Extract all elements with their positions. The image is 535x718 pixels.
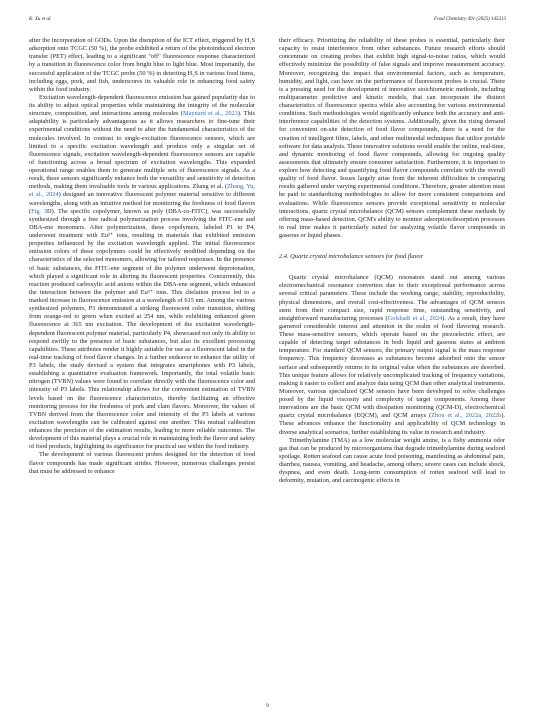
paragraph: The development of various fluorescent probes designed for the detection of food flavor compounds has made significant strides. However, numerous challenges persist that must be addressed to enhance bbox=[29, 451, 255, 475]
paragraph: their efficacy. Prioritizing the reliability of these probes is essential, particularly their capacity to resist interference from other substances. Future research efforts should concentrate on creating probes that exhibit high signal-to-noise ratios, which would effectively minimize the possibility of false signals and improve measurement accuracy. Moreover, recognizing the impact that environmental factors, such as temperature, humidity, and light, can have on the performance of fluorescent probes is crucial. There is a pressing need for the development of innovative stoichiometric methods, including multiparameter predictive and kinetic models, that can incorporate the distinct characteristics of fluorescence spectra while also accounting for various environmental conditions. Such methodologies would significantly enhance both the accuracy and anti-interference capabilities of the detection systems. Additionally, given the rising demand for convenient on-site detection of food flavor compounds, there is a need for the creation of intelligent films, labels, and other multimodal techniques that utilize portable software for data analysis. These innovative solutions would enable the online, real-time, and dynamic monitoring of food flavor compounds, allowing for ongoing quality assessments that ultimately ensure consumer satisfaction. Furthermore, it is important to explore how detecting and quantifying food flavor compounds correlate with the overall quality of food flavor. Issues largely arise from the inherent difficulties in comparing results gathered under varying experimental conditions. Therefore, greater attention must be paid to standardizing methodologies to allow for more consistent comparisons and evaluations. While fluorescence sensors provide exceptional sensitivity to molecular interactions, quartz crystal microbalance (QCM) sensors complement these methods by offering mass-based detection. QCM's ability to monitor adsorption/desorption processes in real time makes it particularly suited for analyzing volatile flavor compounds in gaseous or liquid phases. bbox=[279, 37, 505, 239]
citation-link[interactable]: Golshadi et al., 2024 bbox=[387, 314, 443, 322]
text-run: Quartz crystal microbalance (QCM) resonators stand out among various electromechanical resonance converters due to their exceptional performance across several critical parameters. These include the working range, stability, reproducibility, physical dimensions, and overall cost-effectiveness. The advantages of QCM sensors stem from their compact size, rapid response time, outstanding sensitivity, and straightforward manufacturing processes ( bbox=[279, 274, 505, 322]
header-journal: Food Chemistry 491 (2025) 145313 bbox=[434, 17, 506, 22]
citation-link[interactable]: Zhou et al., 2022a, 2022b bbox=[431, 412, 502, 420]
page-number: 9 bbox=[266, 703, 269, 709]
right-column bbox=[279, 37, 505, 485]
text-run: ) designed an innovative fluorescent polymer material sensitive to different wavelengths, along with an intuitive method for monitoring the freshness of food flavors ( bbox=[29, 191, 255, 215]
text-run: ). This adaptability is particularly advantageous as it allows researchers to fine-tune their experimental conditions without the need to alter the fundamental characteristics of the molecules involved. In contrast to single-excitation fluorescence sensors, which are limited to a specific excitation wavelength and produce only a singular set of fluorescence signals, excitation wavelength-dependent fluorescence sensors are capable of functioning across a broad spectrum of excitation wavelengths. This expanded operational range enables them to generate multiple sets of fluorescence signals. As a result, these sensors significantly enhance both the versatility and sensitivity of detection methods, making them invaluable tools in various applications. Zhang et al. ( bbox=[29, 110, 255, 191]
paragraph: Trimethylamine (TMA) as a low molecular weight amine, is a fishy ammonia odor gas that can be produced by microorganisms that degrade trimethylamine during seafood spoilage. Rotten seafood can cause acute food poisoning, manifesting as abdominal pain, diarrhea, nausea, vomiting, and headache, among others; severe cases can include shock, dyspnea, and even death. Long-term consumption of rotten seafood will lead to deformity, mutation, and carcinogenic effects in bbox=[279, 436, 505, 485]
paragraph bbox=[29, 94, 255, 452]
text-run: D). The specific copolymer, known as poly (DBA-co-FITC), was successfully synthesized through a free radical polymerization process involving the FITC-ene and DBA-ene monomers. After polymerization, these copolymers, labeled P1 to P4, underwent treatment with Eu³⁺ ions, resulting in materials that exhibited emission properties influenced by the excitation wavelength applied. The initial fluorescence emission colors of these copolymers could be effectively modified depending on the characteristics of the selected monomers, allowing for tailored responses. In the presence of basic substances, the FITC-ene segment of the polymer underwent deprotonation, which played a significant role in altering its fluorescent properties. Concurrently, this reaction produced carboxylic acid anions within the DBA-ene segment, which enhanced the interaction between the polymer and Eu³⁺ ions. This chelation process led to a marked increase in fluorescence emission at a wavelength of 615 nm. Among the various synthesized polymers, P3 demonstrated a striking fluorescent color transition, shifting from orange-red to green when excited at 254 nm, while exhibiting enhanced green fluorescence at 365 nm excitation. The development of the excitation wavelength-dependent fluorescent polymer material, particularly P4, showcased not only its ability to respond swiftly to the presence of basic substances, but also its excellent processing capabilities. These attributes render it highly suitable for use as a fluorescent label in the real-time tracking of food flavor changes. In a further endeavor to enhance the utility of P3 labels, the study devised a system that integrates smartphones with P3 labels, establishing a quantitative evaluation framework. Importantly, the total volatile basic nitrogen (TVBN) values were found to correlate directly with the fluorescence color and intensity of P3 labels. This relationship allows for the convenient estimation of TVBN levels based on the fluorescence characteristics, thereby facilitating an effective monitoring process for the freshness of pork and clam flavors. Moreover, the values of TVBN derived from the fluorescence color and intensity of the P3 labels at various excitation wavelengths can be calibrated against one another. This mutual calibration enhances the precision of the estimation results, leading to more reliable outcomes. The development of this material plays a crucial role in maintaining both the flavor and safety of food products, highlighting its significance for practical use within the food industry. bbox=[29, 207, 256, 451]
paragraph bbox=[279, 274, 505, 437]
text-run: ). As a result, they have garnered considerable interest and attention in the realm of food flavoring research. These mass-sensitive sensors, which operate based on the piezoelectric effect, are capable of detecting target substances in both liquid and gaseous states at ambient temperature. For standard QCM sensors, the primary output signal is the mass response frequency. This frequency decreases as substances become adsorbed onto the sensor surface and subsequently returns to its original value when the substances are desorbed. This unique feature allows for relatively uncomplicated tracking of frequency variations, making it easier to collect and analyze data using QCM than other analytical instruments. Moreover, various specialized QCM sensors have been developed to solve challenges posed by the liquid viscosity and complexity of target components. Among these innovations are the basic QCM with dissipation monitoring (QCM-D), electrochemical quartz crystal microbalance (EQCM), and QCM arrays ( bbox=[279, 314, 506, 420]
text-run: ). These advances enhance the functionality and applicability of QCM technology in diverse analytical scenarios, further establishing its value in research and industry. bbox=[279, 412, 505, 436]
citation-link[interactable]: Zhang, Yu, et al., 2024 bbox=[29, 183, 255, 199]
paragraph: after the incorporation of GODs. Upon the disruption of the ICT effect, triggered by H₂S adsorption onto TCGC (50 %), the probe exhibited a return of the photoinduced electron transfer (PET) effect, leading to a significant "off" fluorescence response characterized by a transition in fluorescence color from bright blue to light blue. Most importantly, the successful application of the TCGC probe (50 %) in detecting H₂S in various food items, including eggs, pork, and fish, underscores its valuable role in enhancing food safety within the food industry. bbox=[29, 37, 255, 93]
citation-link[interactable]: Maynard et al., 2023 bbox=[183, 110, 238, 118]
section-heading: 2.4. Quartz crystal microbalance sensors for food flavor bbox=[279, 253, 424, 261]
left-column bbox=[29, 37, 255, 476]
figure-link[interactable]: Fig. 3 bbox=[31, 207, 48, 215]
text-run: Excitation wavelength-dependent fluorescence emission has gained popularity due to its ability to adjust optical properties while maintaining the integrity of the molecular structure, composition, and interactions among molecules ( bbox=[29, 93, 255, 118]
running-head bbox=[29, 17, 506, 27]
header-authors: K. Xu et al. bbox=[29, 17, 52, 22]
